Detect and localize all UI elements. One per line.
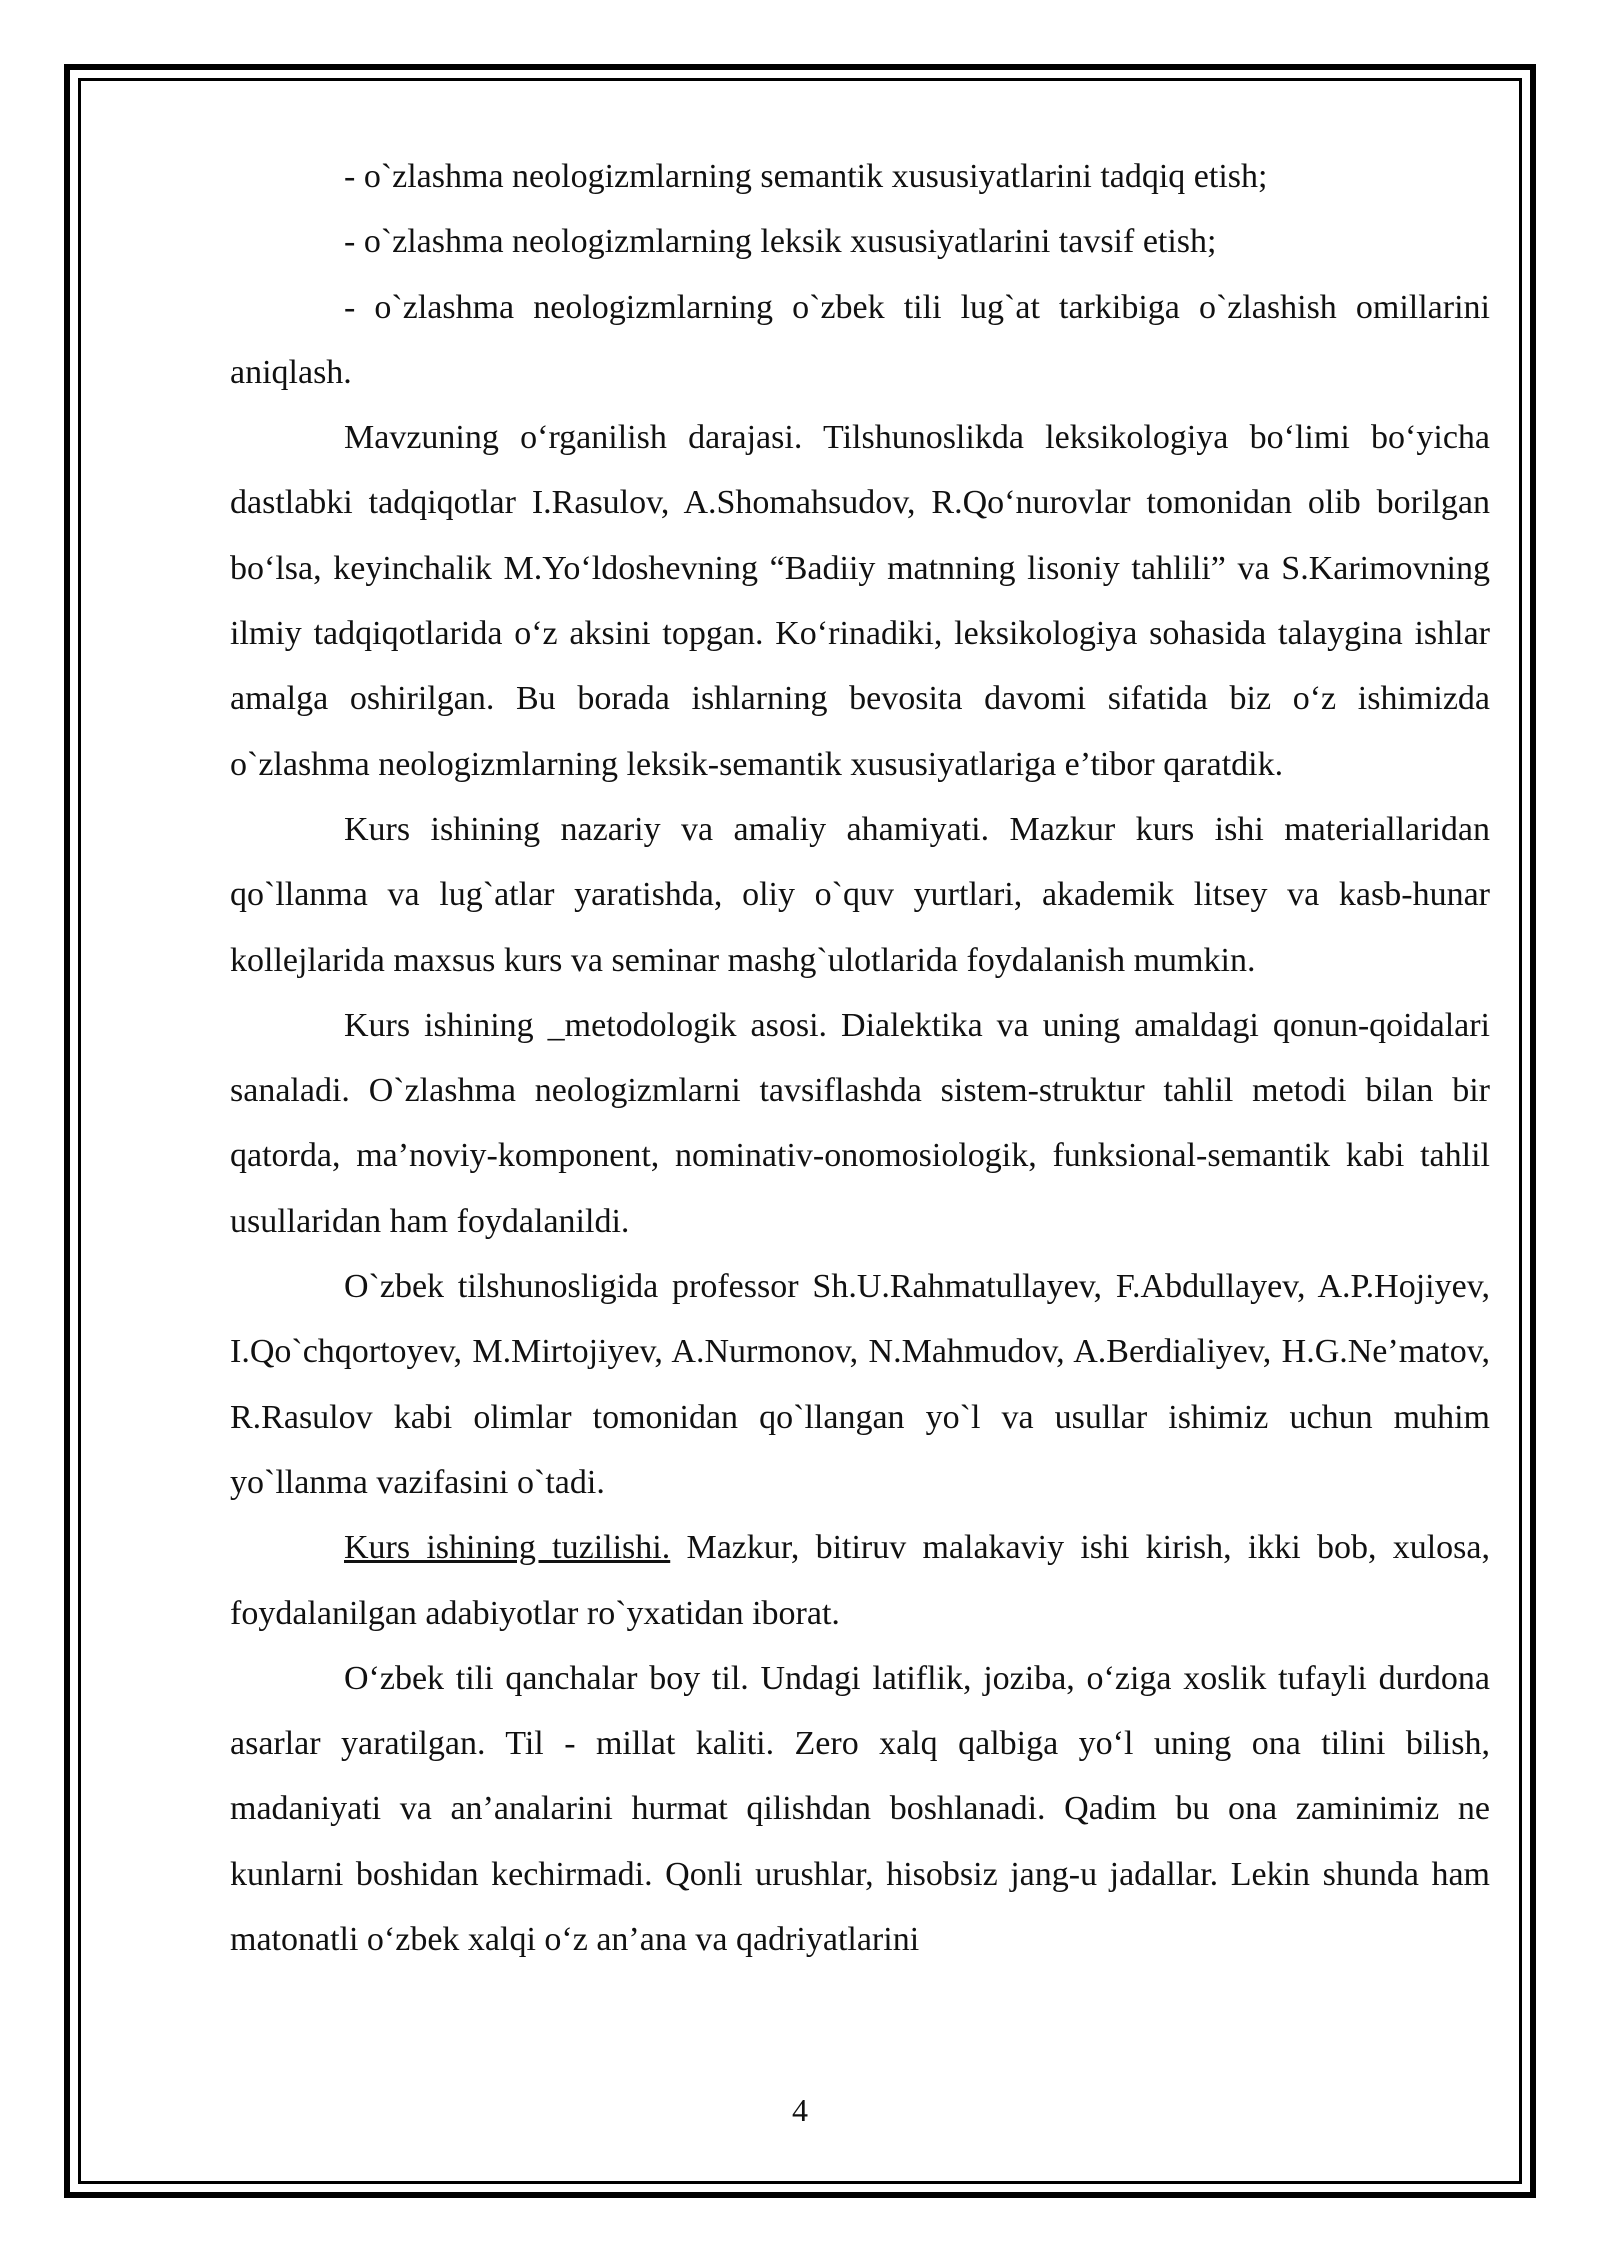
paragraph-methodology: Kurs ishining _metodologik asosi. Dialektika va uning amaldagi qonun-qoidalari sanaladi. O`zlashma neologizmlarni tavsiflashda sistem-struktur tahlil metodi bilan bir qatorda, ma’noviy-komponent, nominativ-onomosiologik, funksional-semantik kabi tahlil usullaridan ham foydalanildi. xyxy=(230,1006,1490,1240)
paragraph-uzbek-language: O‘zbek tili qanchalar boy til. Undagi latiflik, joziba, o‘ziga xoslik tufayli durdona asarlar yaratilgan. Til - millat kaliti. Zero xalq qalbiga yo‘l uning ona tilini bilish, madaniyati va an’analarini hurmat qilishdan boshlanadi. Qadim bu ona zaminimiz ne kunlarni boshidan kechirmadi. Qonli urushlar, hisobsiz jang-u jadallar. Lekin shunda ham matonatli o‘zbek xalqi o‘z an’ana va qadriyatlarini xyxy=(230,1659,1490,1959)
bullet-item-1: - o`zlashma neologizmlarning semantik xususiyatlarini tadqiq etish; xyxy=(344,158,1268,195)
page-number: 4 xyxy=(792,2092,808,2128)
paragraph-structure xyxy=(230,1515,1490,1646)
paragraph-scholars: O`zbek tilshunosligida professor Sh.U.Rahmatullayev, F.Abdullayev, A.P.Hojiyev, I.Qo`chqortoyev, M.Mirtojiyev, A.Nurmonov, N.Mahmudov, A.Berdialiyev, H.G.Ne’matov, R.Rasulov kabi olimlar tomonidan qo`llangan yo`l va usullar ishimiz uchun muhim yo`llanma vazifasini o`tadi. xyxy=(230,1268,1490,1501)
paragraph-significance: Kurs ishining nazariy va amaliy ahamiyati. Mazkur kurs ishi materiallaridan qo`llanma va lug`atlar yaratishda, oliy o`quv yurtlari, akademik litsey va kasb-hunar kollejlarida maxsus kurs va seminar mashg`ulotlarida foydalanish mumkin. xyxy=(230,810,1490,979)
bullet-item-3: - o`zlashma neologizmlarning o`zbek tili lug`at tarkibiga o`zlashish omillarini aniqlash. xyxy=(230,288,1490,391)
paragraph-study-level: Mavzuning o‘rganilish darajasi. Tilshunoslikda leksikologiya bo‘limi bo‘yicha dastlabki tadqiqotlar I.Rasulov, A.Shomahsudov, R.Qo‘nurovlar tomonidan olib borilgan bo‘lsa, keyinchalik M.Yo‘ldoshevning “Badiiy matnning lisoniy tahlili” va S.Karimovning ilmiy tadqiqotlarida o‘z aksini topgan. Ko‘rinadiki, leksikologiya sohasida talaygina ishlar amalga oshirilgan. Bu borada ishlarning bevosita davomi sifatida biz o‘z ishimizda o`zlashma neologizmlarning leksik-semantik xususiyatlariga e’tibor qaratdik. xyxy=(230,419,1490,783)
bullet-item-2: - o`zlashma neologizmlarning leksik xususiyatlarini tavsif etish; xyxy=(344,223,1217,261)
structure-heading: Kurs ishining tuzilishi. xyxy=(344,1529,671,1567)
document-body xyxy=(230,144,1490,1972)
structure-text: Mazkur, bitiruv malakaviy ishi kirish, ikki bob, xulosa, foydalanilgan adabiyotlar ro`yxatidan iborat. xyxy=(230,1529,1490,1632)
